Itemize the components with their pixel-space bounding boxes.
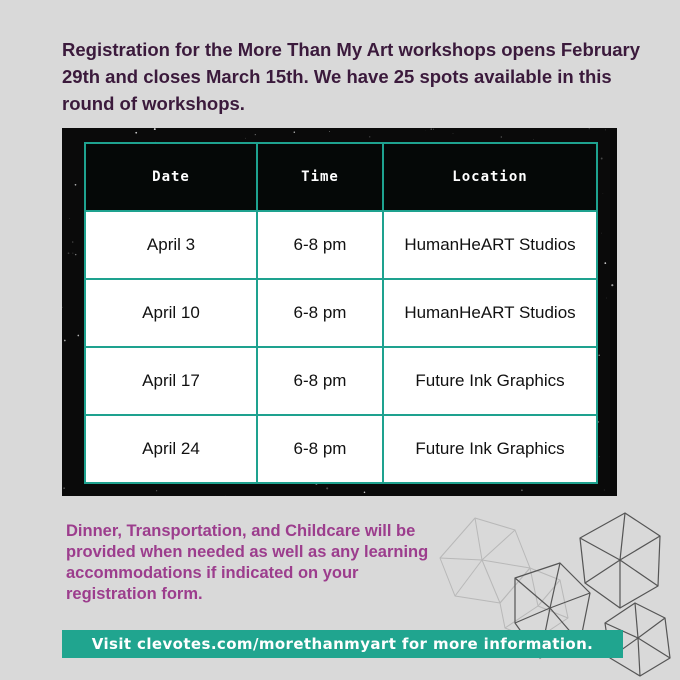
star-dot xyxy=(154,128,156,130)
star-dot xyxy=(68,252,70,254)
cell-time: 6-8 pm xyxy=(257,347,383,415)
header-date: Date xyxy=(85,143,257,211)
star-dot xyxy=(599,355,600,356)
star-dot xyxy=(431,128,432,129)
star-dot xyxy=(601,158,603,160)
workshop-name: More Than My Art xyxy=(237,39,394,60)
star-dot xyxy=(135,132,137,134)
star-dot xyxy=(329,131,330,132)
schedule-header-row xyxy=(85,143,597,211)
schedule-board xyxy=(62,128,617,496)
intro-prefix: Registration for the xyxy=(62,39,238,60)
star-dot xyxy=(433,129,434,130)
accommodations-note: Dinner, Transportation, and Childcare will be provided when needed as well as any learning accommodations if indicated on your registration form. xyxy=(66,522,429,603)
star-dot xyxy=(326,487,328,489)
star-dot xyxy=(255,134,256,135)
header-time: Time xyxy=(257,143,383,211)
star-dot xyxy=(156,490,157,491)
star-dot xyxy=(75,254,76,255)
star-dot xyxy=(364,492,366,494)
cell-time: 6-8 pm xyxy=(257,211,383,279)
star-dot xyxy=(605,130,606,131)
cell-time: 6-8 pm xyxy=(257,415,383,483)
header-location: Location xyxy=(383,143,597,211)
schedule-table xyxy=(84,142,598,484)
star-dot xyxy=(72,241,74,243)
star-dot xyxy=(62,307,63,308)
table-row xyxy=(85,347,597,415)
star-dot xyxy=(601,233,602,234)
star-dot xyxy=(369,136,370,137)
table-row xyxy=(85,415,597,483)
star-dot xyxy=(453,133,454,134)
star-dot xyxy=(245,138,246,139)
table-row xyxy=(85,211,597,279)
cell-location: Future Ink Graphics xyxy=(383,415,597,483)
cell-location: HumanHeART Studios xyxy=(383,279,597,347)
star-dot xyxy=(599,456,600,457)
star-dot xyxy=(294,131,295,132)
star-dot xyxy=(521,489,523,491)
table-row xyxy=(85,279,597,347)
star-dot xyxy=(77,335,79,337)
star-dot xyxy=(589,128,590,129)
cell-location: Future Ink Graphics xyxy=(383,347,597,415)
star-dot xyxy=(603,193,604,194)
cell-time: 6-8 pm xyxy=(257,279,383,347)
intro-suffix: workshops opens February 29th and closes March 15th. We have 25 spots available in this round of workshops. xyxy=(62,39,641,114)
star-dot xyxy=(64,340,66,342)
star-dot xyxy=(611,284,613,286)
star-dot xyxy=(69,218,70,219)
cell-date: April 24 xyxy=(85,415,257,483)
star-dot xyxy=(501,136,502,137)
cell-location: HumanHeART Studios xyxy=(383,211,597,279)
cell-date: April 17 xyxy=(85,347,257,415)
star-dot xyxy=(63,487,65,489)
star-dot xyxy=(75,184,77,186)
star-dot xyxy=(604,262,606,264)
cell-date: April 3 xyxy=(85,211,257,279)
star-dot xyxy=(604,490,605,491)
cell-date: April 10 xyxy=(85,279,257,347)
intro-paragraph xyxy=(62,36,642,117)
star-dot xyxy=(73,253,74,254)
website-banner: Visit clevotes.com/morethanmyart for more information. xyxy=(62,630,623,658)
